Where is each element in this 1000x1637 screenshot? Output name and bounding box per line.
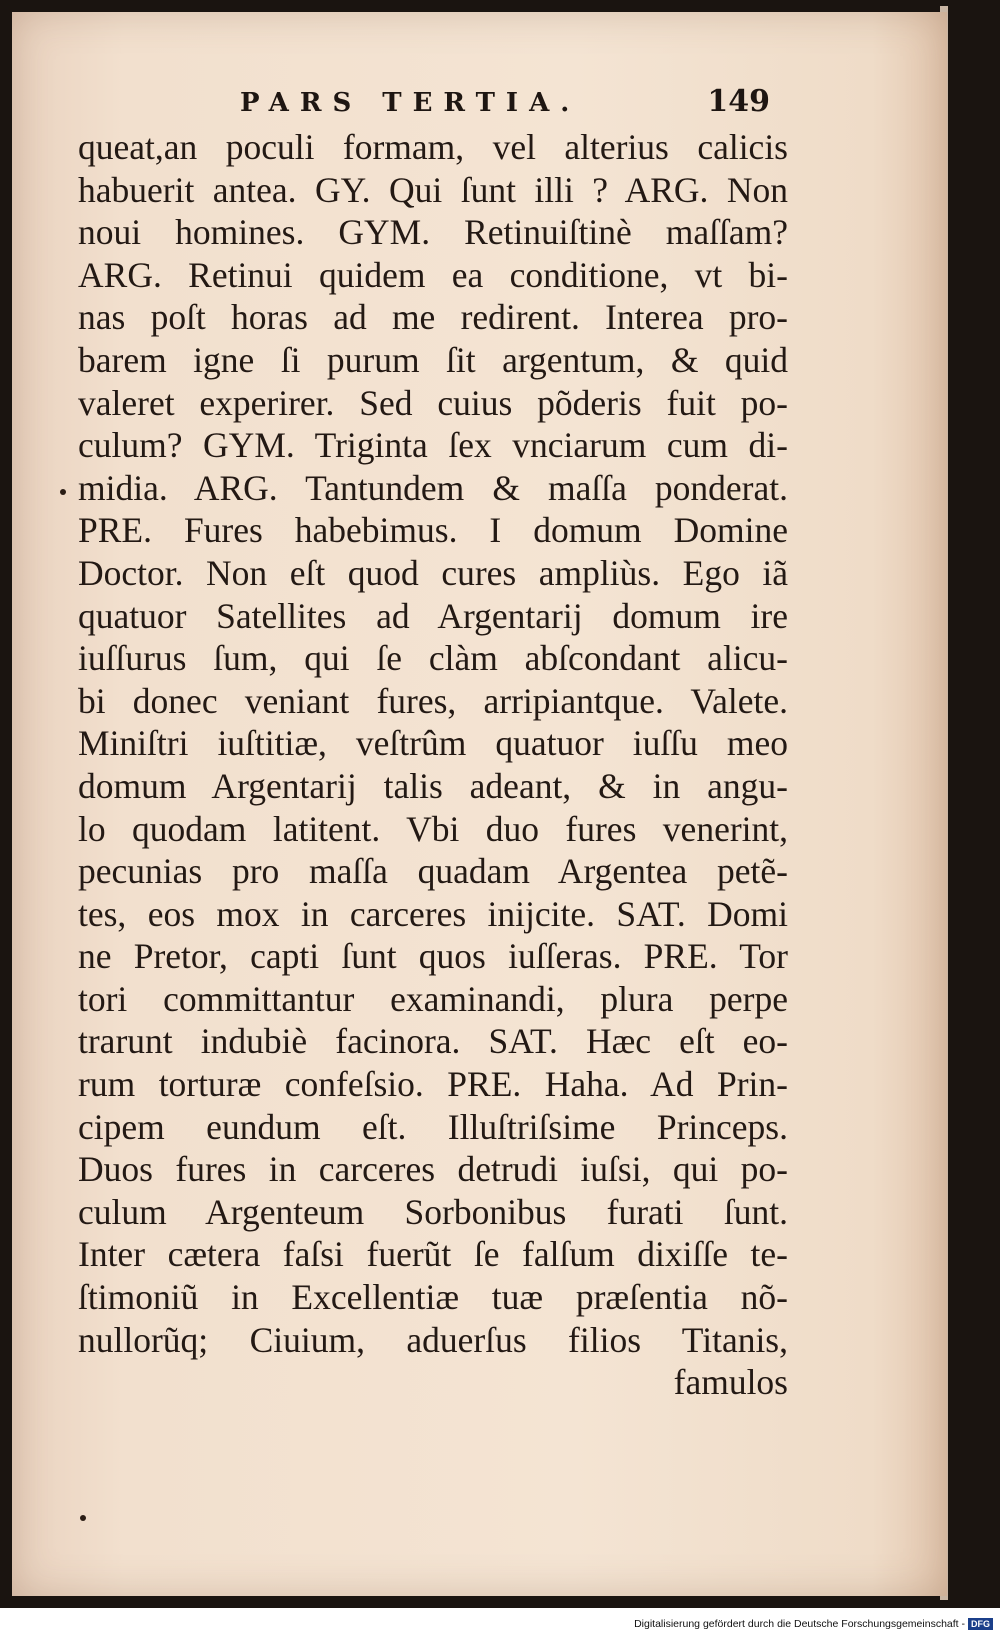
text-line: habuerit antea. GY. Qui ſunt illi ? ARG. Non — [78, 169, 788, 210]
text-line: culum Argenteum Sorbonibus furati ſunt. — [78, 1191, 788, 1232]
margin-mark — [60, 489, 66, 495]
text-line: quatuor Satellites ad Argentarij domum ire — [78, 595, 788, 636]
text-line: barem igne ſi purum ſit argentum, & quid — [78, 339, 788, 380]
text-line: ne Pretor, capti ſunt quos iuſſeras. PRE. Tor — [78, 936, 788, 977]
body-text — [78, 126, 788, 1404]
text-line: culum? GYM. Triginta ſex vnciarum cum di- — [78, 425, 788, 466]
text-line: Duos fures in carceres detrudi iuſsi, qui po- — [78, 1149, 788, 1190]
text-line: ARG. Retinui quidem ea conditione, vt bi- — [78, 254, 788, 295]
credit-text: Digitalisierung gefördert durch die Deutsche Forschungsgemeinschaft - — [634, 1618, 965, 1630]
page-number: 149 — [707, 84, 770, 119]
margin-mark — [80, 1515, 86, 1521]
text-line: tes, eos mox in carceres inijcite. SAT. Domi — [78, 893, 788, 934]
text-line: midia. ARG. Tantundem & maſſa ponderat. — [78, 467, 788, 508]
text-line: valeret experirer. Sed cuius põderis fuit po- — [78, 382, 788, 423]
text-line: domum Argentarij talis adeant, & in angu- — [78, 765, 788, 806]
text-line: lo quodam latitent. Vbi duo fures venerint, — [78, 808, 788, 849]
running-head — [240, 84, 770, 124]
text-line: queat,an poculi formam, vel alterius calicis — [78, 127, 788, 167]
text-line: Inter cætera faſsi fuerũt ſe falſum dixiſſe te- — [78, 1234, 788, 1275]
text-line: iuſſurus ſum, qui ſe clàm abſcondant alicu- — [78, 638, 788, 679]
text-line: Doctor. Non eſt quod cures ampliùs. Ego iã — [78, 552, 788, 593]
text-line: Miniſtri iuſtitiæ, veſtrûm quatuor iuſſu meo — [78, 723, 788, 764]
text-line: cipem eundum eſt. Illuſtriſsime Princeps. — [78, 1106, 788, 1147]
text-line: pecunias pro maſſa quadam Argentea petẽ- — [78, 851, 788, 892]
text-line: nas poſt horas ad me redirent. Interea pro- — [78, 297, 788, 338]
text-line: PRE. Fures habebimus. I domum Domine — [78, 510, 788, 551]
text-line: tori committantur examinandi, plura perpe — [78, 978, 788, 1019]
text-line: bi donec veniant fures, arripiantque. Valete. — [78, 680, 788, 721]
running-head-title: PARS TERTIA. — [240, 88, 581, 118]
text-line: noui homines. GYM. Retinuiſtinè maſſam? — [78, 212, 788, 253]
text-line: nullorũq; Ciuium, aduerſus filios Titanis, — [78, 1319, 788, 1360]
catchword: famulos — [673, 1362, 788, 1403]
text-line: trarunt indubiè facinora. SAT. Hæc eſt eo- — [78, 1021, 788, 1062]
text-line: ſtimoniũ in Excellentiæ tuæ præſentia nõ- — [78, 1277, 788, 1318]
dfg-logo: DFG — [968, 1618, 993, 1630]
digitization-credit — [600, 1618, 993, 1634]
text-line: rum torturæ confeſsio. PRE. Haha. Ad Prin- — [78, 1064, 788, 1105]
